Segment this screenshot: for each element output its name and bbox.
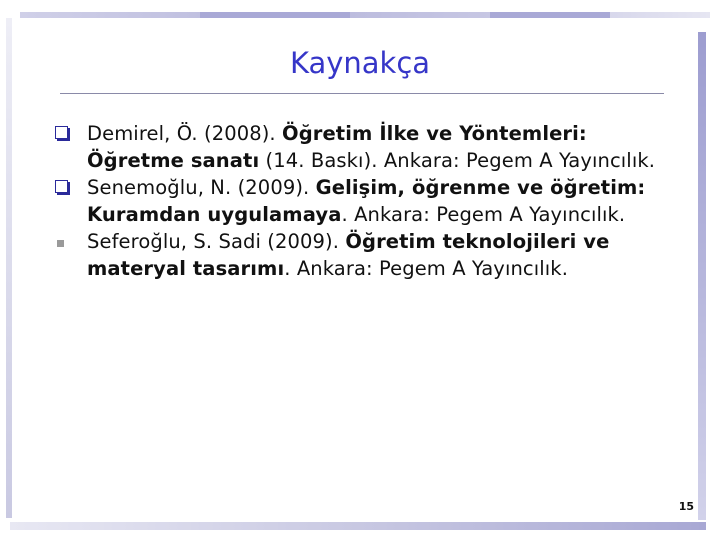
reference-work-title: Öğretim teknolojileri ve materyal tasarımı: [87, 230, 610, 280]
reference-work-title: Gelişim, öğrenme ve öğretim: Kuramdan uygulamaya: [87, 176, 646, 226]
page-number: 15: [678, 500, 694, 513]
reference-work-title: Öğretim İlke ve Yöntemleri: Öğretme sanatı: [87, 122, 587, 172]
reference-author: Seferoğlu, S. Sadi (2009).: [87, 230, 346, 253]
top-bar-segment: [490, 12, 610, 18]
title-divider: [60, 93, 664, 94]
reference-author: Demirel, Ö. (2008).: [87, 122, 283, 145]
reference-details: . Ankara: Pegem A Yayıncılık.: [341, 203, 626, 226]
top-bar-segment: [200, 12, 350, 18]
hollow-square-bullet-icon: [55, 180, 68, 193]
reference-item: [54, 120, 674, 174]
left-decorative-bar: [6, 18, 12, 518]
reference-list: [54, 120, 674, 282]
right-decorative-bar: [698, 32, 706, 520]
reference-item: [54, 174, 674, 228]
reference-author: Senemoğlu, N. (2009).: [87, 176, 316, 199]
reference-item: [54, 228, 674, 282]
hollow-square-bullet-icon: [55, 126, 68, 139]
reference-details: (14. Baskı). Ankara: Pegem A Yayıncılık.: [259, 149, 656, 172]
slide-title: Kaynakça: [289, 46, 431, 80]
top-decorative-bar: [20, 12, 710, 18]
reference-details: . Ankara: Pegem A Yayıncılık.: [284, 257, 568, 280]
small-square-bullet-icon: [57, 240, 64, 247]
bottom-decorative-bar: [10, 522, 706, 530]
